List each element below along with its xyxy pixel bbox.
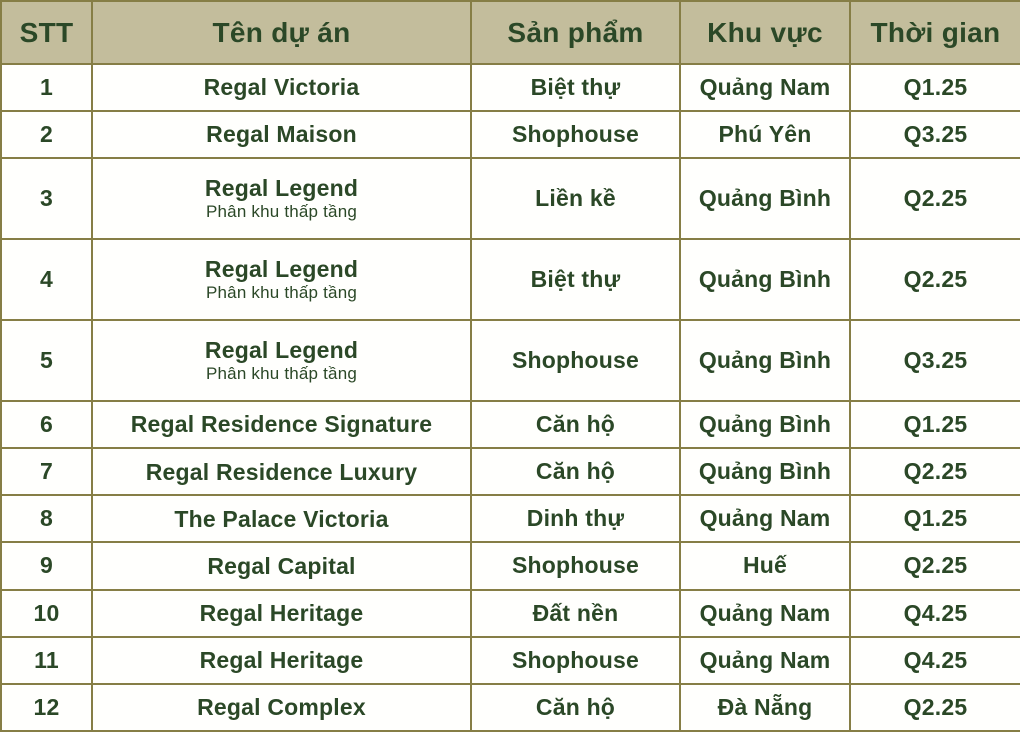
region-cell: Quảng Nam [680, 64, 850, 111]
product-cell: Căn hộ [471, 401, 680, 448]
stt-cell: 11 [1, 637, 92, 684]
table-row [1, 239, 1020, 320]
time-cell: Q1.25 [850, 495, 1020, 542]
time-cell: Q4.25 [850, 590, 1020, 637]
time-cell: Q2.25 [850, 158, 1020, 239]
product-cell: Dinh thự [471, 495, 680, 542]
table-row [1, 495, 1020, 542]
product-cell: Biệt thự [471, 64, 680, 111]
table-row [1, 320, 1020, 401]
time-cell: Q2.25 [850, 684, 1020, 731]
project-name: Regal Maison [206, 121, 357, 148]
project-subtitle: Phân khu thấp tầng [205, 202, 358, 222]
table-row [1, 448, 1020, 495]
region-cell: Quảng Bình [680, 320, 850, 401]
project-name-cell [92, 448, 471, 495]
table-row [1, 590, 1020, 637]
stt-cell: 8 [1, 495, 92, 542]
project-name-cell [92, 590, 471, 637]
region-cell: Quảng Nam [680, 495, 850, 542]
project-name-cell [92, 320, 471, 401]
header-row [1, 1, 1020, 64]
project-name: Regal Residence Luxury [145, 458, 418, 485]
project-name: Regal Legend [204, 336, 359, 363]
product-cell: Shophouse [471, 637, 680, 684]
project-name-cell [92, 239, 471, 320]
stt-cell: 9 [1, 542, 92, 589]
column-header-region: Khu vực [680, 1, 850, 64]
time-cell: Q2.25 [850, 448, 1020, 495]
time-cell: Q1.25 [850, 64, 1020, 111]
region-cell: Quảng Bình [680, 158, 850, 239]
project-name: Regal Victoria [203, 74, 360, 101]
stt-cell: 4 [1, 239, 92, 320]
project-name: Regal Legend [204, 174, 359, 201]
table-row [1, 401, 1020, 448]
project-name-cell [92, 401, 471, 448]
project-name: Regal Legend [204, 255, 359, 282]
project-name: Regal Heritage [199, 599, 364, 626]
time-cell: Q3.25 [850, 320, 1020, 401]
project-name: Regal Heritage [199, 646, 364, 673]
stt-cell: 2 [1, 111, 92, 158]
table-row [1, 542, 1020, 589]
region-cell: Quảng Bình [680, 401, 850, 448]
stt-cell: 3 [1, 158, 92, 239]
stt-cell: 1 [1, 64, 92, 111]
project-name-cell [92, 542, 471, 589]
time-cell: Q2.25 [850, 239, 1020, 320]
product-cell: Đất nền [471, 590, 680, 637]
project-name-cell [92, 495, 471, 542]
time-cell: Q1.25 [850, 401, 1020, 448]
table-body [1, 64, 1020, 731]
region-cell: Quảng Nam [680, 637, 850, 684]
column-header-stt: STT [1, 1, 92, 64]
table-row [1, 64, 1020, 111]
column-header-name: Tên dự án [92, 1, 471, 64]
time-cell: Q2.25 [850, 542, 1020, 589]
product-cell: Shophouse [471, 542, 680, 589]
table-row [1, 158, 1020, 239]
project-name-cell [92, 684, 471, 731]
product-cell: Căn hộ [471, 684, 680, 731]
region-cell: Đà Nẵng [680, 684, 850, 731]
table-row [1, 684, 1020, 731]
column-header-time: Thời gian [850, 1, 1020, 64]
product-cell: Biệt thự [471, 239, 680, 320]
project-name-cell [92, 637, 471, 684]
product-cell: Shophouse [471, 320, 680, 401]
project-name: Regal Capital [207, 552, 356, 579]
stt-cell: 5 [1, 320, 92, 401]
project-subtitle: Phân khu thấp tầng [205, 364, 358, 384]
product-cell: Liền kề [471, 158, 680, 239]
product-cell: Căn hộ [471, 448, 680, 495]
project-name-cell [92, 111, 471, 158]
region-cell: Quảng Bình [680, 448, 850, 495]
region-cell: Phú Yên [680, 111, 850, 158]
project-name-cell [92, 64, 471, 111]
table-row [1, 637, 1020, 684]
stt-cell: 12 [1, 684, 92, 731]
stt-cell: 7 [1, 448, 92, 495]
project-subtitle: Phân khu thấp tầng [205, 283, 358, 303]
time-cell: Q4.25 [850, 637, 1020, 684]
region-cell: Huế [680, 542, 850, 589]
project-name: Regal Residence Signature [130, 411, 433, 438]
product-cell: Shophouse [471, 111, 680, 158]
column-header-product: Sản phẩm [471, 1, 680, 64]
project-name: Regal Complex [197, 694, 366, 721]
table-header [1, 1, 1020, 64]
project-name-cell [92, 158, 471, 239]
region-cell: Quảng Nam [680, 590, 850, 637]
stt-cell: 10 [1, 590, 92, 637]
stt-cell: 6 [1, 401, 92, 448]
table-row [1, 111, 1020, 158]
region-cell: Quảng Bình [680, 239, 850, 320]
project-name: The Palace Victoria [174, 505, 389, 532]
time-cell: Q3.25 [850, 111, 1020, 158]
